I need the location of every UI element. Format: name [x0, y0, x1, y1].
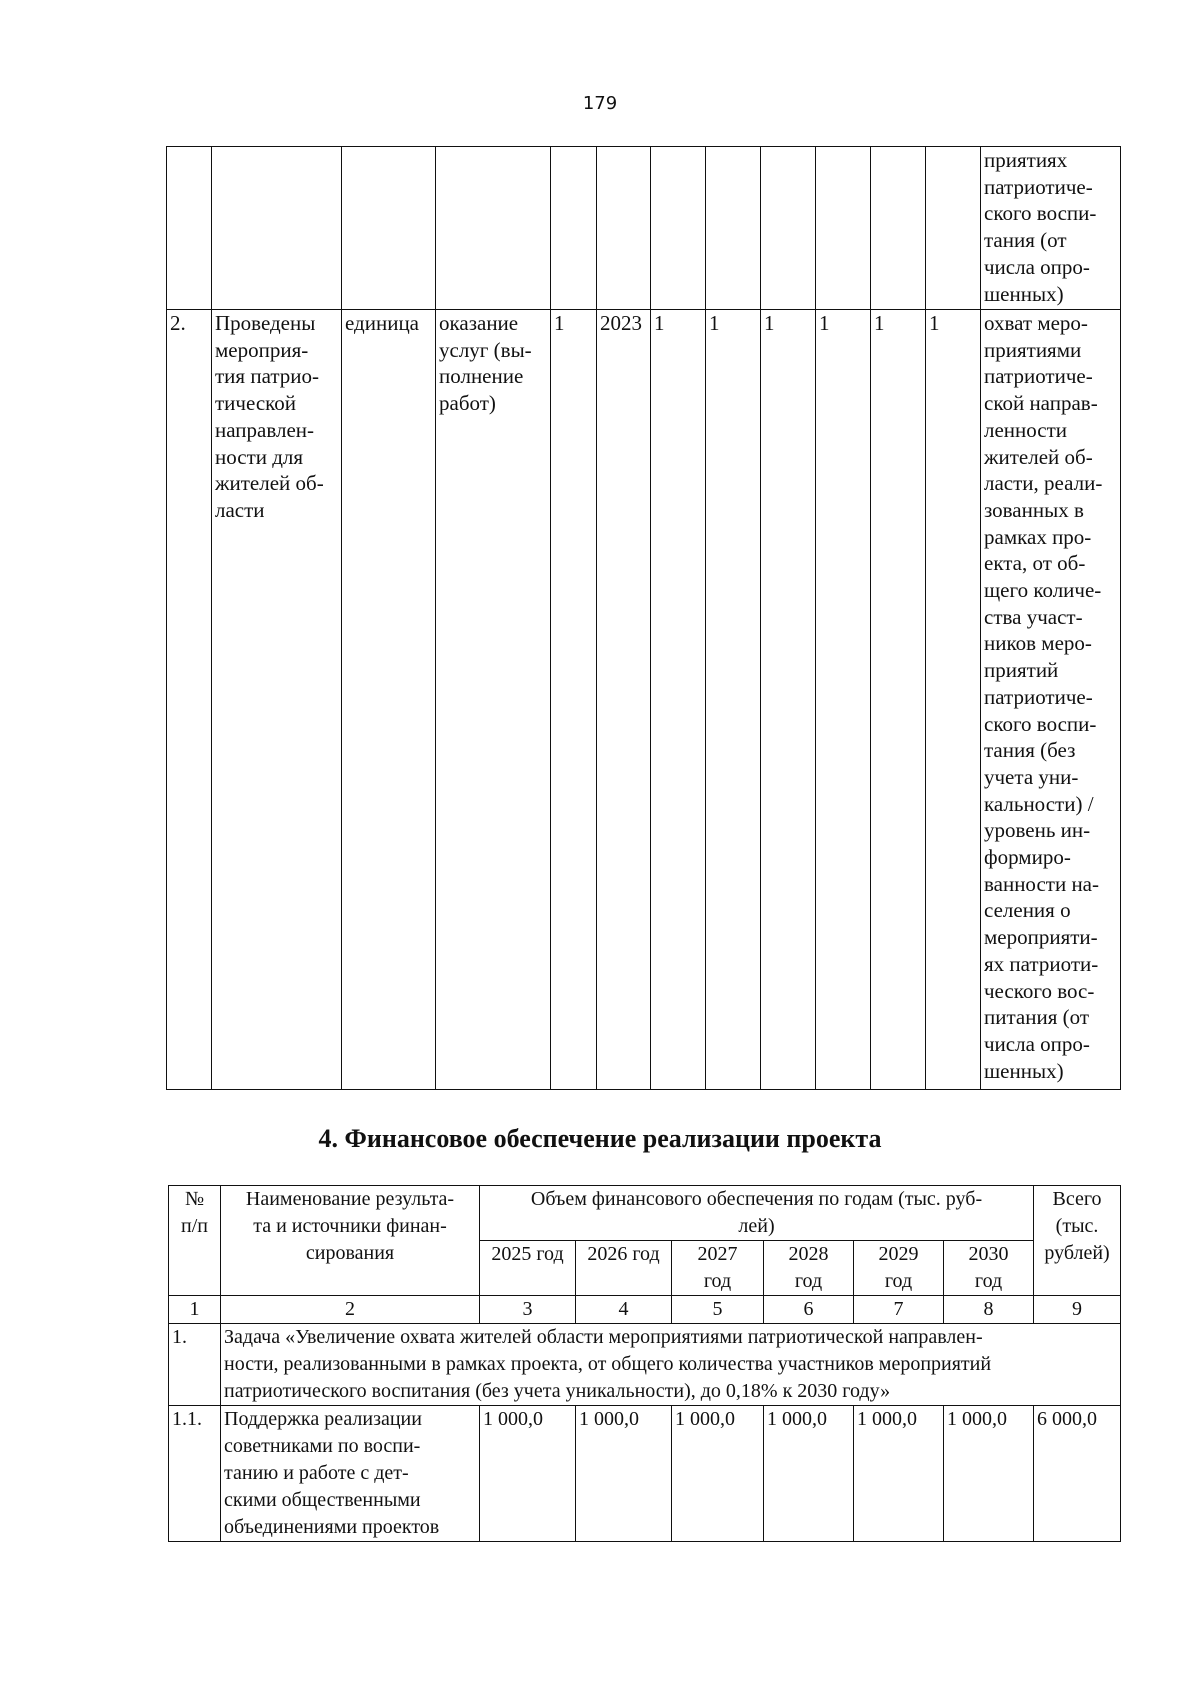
header-name: Наименование результа- та и источники финан- сирования	[221, 1186, 480, 1296]
page-number: 179	[582, 93, 618, 114]
result-name	[212, 147, 342, 310]
item-value-2029: 1 000,0	[854, 1406, 944, 1542]
item-value-2025: 1 000,0	[480, 1406, 576, 1542]
column-number: 9	[1034, 1296, 1121, 1324]
column-number: 7	[854, 1296, 944, 1324]
value-2027: 1	[761, 310, 816, 1090]
column-numbers-row	[169, 1296, 1121, 1324]
value-2028	[816, 147, 871, 310]
column-number: 2	[221, 1296, 480, 1324]
value-2030: 1	[926, 310, 981, 1090]
result-type	[436, 147, 551, 310]
item-value-2030: 1 000,0	[944, 1406, 1034, 1542]
column-number: 6	[764, 1296, 854, 1324]
header-number: № п/п	[169, 1186, 221, 1296]
header-year-2027: 2027 год	[672, 1241, 764, 1296]
item-value-2026: 1 000,0	[576, 1406, 672, 1542]
description: охват меро- приятиями патриотиче- ской направ- ленности жителей об- ласти, реали- зованных в рамках про- екта, от об- щего количе- ства участ- ников меро- приятий патриотиче- ского воспи- тания (без учета уни- кальности) / уровень ин- формиро- ванности на- селения о мероприяти- ях патриоти- ческого вос- питания (от числа опро- шенных)	[981, 310, 1121, 1090]
finance-table	[168, 1185, 1121, 1542]
base-value: 1	[551, 310, 597, 1090]
result-name: Проведены мероприя- тия патрио- тической направлен- ности для жителей об- ласти	[212, 310, 342, 1090]
value-2025	[651, 147, 706, 310]
row-number	[167, 147, 212, 310]
base-year: 2023	[597, 310, 651, 1090]
table-row	[167, 310, 1121, 1090]
task-number: 1.	[169, 1324, 221, 1406]
value-2029: 1	[871, 310, 926, 1090]
row-number: 2.	[167, 310, 212, 1090]
item-name: Поддержка реализации советниками по воспи- танию и работе с дет- скими общественными объединениями проектов	[221, 1406, 480, 1542]
section-heading: 4. Финансовое обеспечение реализации проекта	[318, 1124, 882, 1153]
column-number: 8	[944, 1296, 1034, 1324]
value-2026	[706, 147, 761, 310]
value-2027	[761, 147, 816, 310]
header-year-2025: 2025 год	[480, 1241, 576, 1296]
value-2028: 1	[816, 310, 871, 1090]
header-total: Всего (тыс. рублей)	[1034, 1186, 1121, 1296]
base-value	[551, 147, 597, 310]
header-year-2029: 2029 год	[854, 1241, 944, 1296]
unit: единица	[342, 310, 436, 1090]
task-text: Задача «Увеличение охвата жителей области мероприятиями патриотической направлен- ности, реализованными в рамках проекта, от общего количества участников мероприятий патриотического воспитания (без учета уникальности), до 0,18% к 2030 году»	[221, 1324, 1121, 1406]
description: приятиях патриотиче- ского воспи- тания (от числа опро- шенных)	[981, 147, 1121, 310]
table-row	[167, 147, 1121, 310]
base-year	[597, 147, 651, 310]
column-number: 4	[576, 1296, 672, 1324]
column-number: 5	[672, 1296, 764, 1324]
indicators-table	[166, 146, 1121, 1090]
value-2025: 1	[651, 310, 706, 1090]
item-total: 6 000,0	[1034, 1406, 1121, 1542]
header-year-2030: 2030 год	[944, 1241, 1034, 1296]
header-year-2028: 2028 год	[764, 1241, 854, 1296]
column-number: 1	[169, 1296, 221, 1324]
header-year-2026: 2026 год	[576, 1241, 672, 1296]
item-value-2028: 1 000,0	[764, 1406, 854, 1542]
value-2030	[926, 147, 981, 310]
value-2026: 1	[706, 310, 761, 1090]
header-volume: Объем финансового обеспечения по годам (тыс. руб- лей)	[480, 1186, 1034, 1241]
unit	[342, 147, 436, 310]
value-2029	[871, 147, 926, 310]
item-value-2027: 1 000,0	[672, 1406, 764, 1542]
task-row	[169, 1324, 1121, 1406]
result-type: оказание услуг (вы- полнение работ)	[436, 310, 551, 1090]
item-number: 1.1.	[169, 1406, 221, 1542]
column-number: 3	[480, 1296, 576, 1324]
table-header-row	[169, 1186, 1121, 1241]
table-row	[169, 1406, 1121, 1542]
